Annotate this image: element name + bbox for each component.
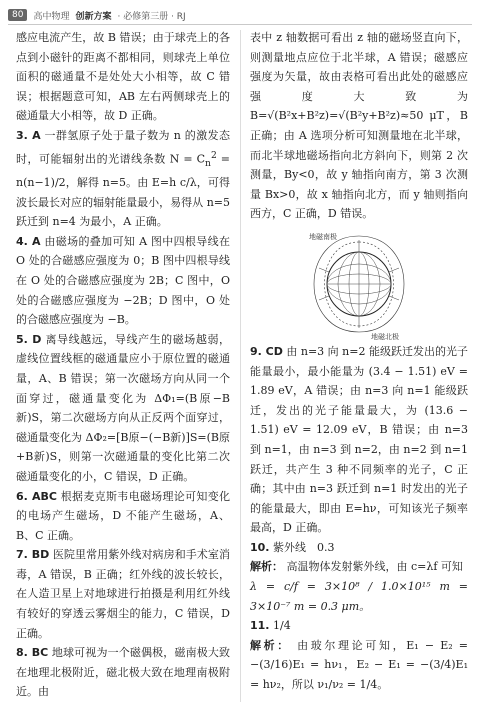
q10-answer — [250, 538, 468, 558]
q8-answer — [16, 643, 230, 702]
q11-expl-text: 由玻尔理论可知，E₁ − E₂ = −(3/16)E₁ = hν₁，E₂ − E₁ = −(3/4)E₁ = hν₂，所以 ν₁/ν₂ = 1/4。 — [250, 638, 468, 692]
q8-number: 8. BC — [16, 646, 49, 660]
q7-answer — [16, 545, 230, 643]
q9-number: 9. CD — [250, 344, 283, 358]
q3-text: 一群氢原子处于量子数为 n 的激发态时，可能辐射出的光谱线条数 N = C — [16, 128, 230, 166]
q11-explanation — [250, 636, 468, 695]
q4-answer — [16, 232, 230, 330]
q5-number: 5. D — [16, 332, 42, 346]
q11-expl-label: 解析： — [250, 638, 291, 652]
q3-answer: 3. A 一群氢原子处于量子数为 n 的激发态时，可能辐射出的光谱线条数 $N = C_n^2 = n(n-1)/2$，解得 n=5。由 E=h c/λ，可得波长最长对应的辐射能量最小，易得从 n=5 跃迁到 n=4 为最小，A 正确。 — [16, 128, 230, 229]
q11-answer-text: 1/4 — [273, 619, 291, 633]
q6-answer — [16, 487, 230, 546]
south-pole-label: 地磁南极 — [309, 232, 337, 241]
q11-number: 11. — [250, 619, 270, 633]
right-column — [250, 28, 468, 695]
q6-text: 根据麦克斯韦电磁场理论可知变化的电场产生磁场，D 不能产生磁场，A、B、C 正确。 — [16, 489, 231, 542]
edition-label: · 必修第三册 · RJ — [117, 11, 186, 22]
page-header — [8, 6, 472, 25]
q5-answer — [16, 330, 230, 487]
q7-number: 7. BD — [16, 548, 50, 562]
q6-number: 6. ABC — [16, 489, 57, 503]
left-column — [16, 28, 230, 702]
running-title: 高中物理 — [33, 11, 70, 22]
q3-text2: = n(n−1)/2，解得 n=5。由 E=h c/λ，可得波长最长对应的辐射能量最小，易得从 n=5 跃迁到 n=4 为最小，A 正确。 — [16, 152, 230, 229]
q4-text: 由磁场的叠加可知 A 图中四根导线在 O 处的合磁感应强度为 0；B 图中四根导线在 O 处的合磁感应强度为 2B；C 图中，O 处的合磁感应强度为 −2B；D 图中，O 处的合磁感应强度为 −B。 — [16, 234, 230, 327]
q11-answer — [250, 616, 468, 636]
q9-answer — [250, 342, 468, 538]
q2-continuation: 感应电流产生，故 B 错误；由于球壳上的各点到小磁针的距离不都相同，则球壳上单位面积的磁通量不是处处大小相等，故 C 错误；根据题意可知，AB 左右两侧球壳上的磁通量大小相等，故 D 正确。 — [16, 31, 230, 123]
q8-continuation: 表中 z 轴数据可看出 z 轴的磁场竖直向下，则测量地点应位于北半球，A 错误；磁感应强度为矢量，故由表格可看出此处的磁感应强度大致为 B=√(B²x+B²z)=√(B²y+B²z)≈50 μT，B 正确；由 A 选项分析可知测量地在北半球，而北半球地磁场指向北方斜向下，则第 2 次测量，By<0，故 y 轴指向南方，第 3 次测量 Bx>0，故 x 轴指向北方，而 y 轴则指向西方，C 正确，D 错误。 — [250, 31, 468, 221]
q10-number: 10. — [250, 540, 270, 554]
column-divider — [240, 30, 241, 702]
q10-answer-text: 紫外线 0.3 — [273, 540, 335, 554]
q10-expl-text: 高温物体发射紫外线，由 c=λf 可知 — [286, 560, 463, 574]
q3-number: 3. A — [16, 128, 41, 142]
q7-text: 医院里常用紫外线对病房和手术室消毒，A 错误，B 正确；红外线的波长较长，在人造卫星上对地球进行拍摄是利用红外线有较好的穿透云雾烟尘的能力，C 错误，D 正确。 — [16, 548, 231, 640]
q5-text: 离导线越远，导线产生的磁场越弱，虚线位置线框的磁通量应小于原位置的磁通量，A、B 错误；第一次磁场方向从同一个面穿过，磁通量变化为 ΔΦ₁=(B原−B新)S，第二次磁场方向从正反两个面穿过，磁通量变化为 ΔΦ₂=[B原−(−B新)]S=(B原+B新)S，则第一次磁通量的变化比第二次磁通量变化的小，C 错误，D 正确。 — [16, 332, 231, 483]
q8-text: 地球可视为一个磁偶极，磁南极大致在地理北极附近，磁北极大致在地理南极附近。由 — [16, 646, 231, 699]
q10-explanation — [250, 557, 468, 577]
north-pole-label: 地磁北极 — [371, 332, 399, 341]
q4-number: 4. A — [16, 234, 41, 248]
page-number: 80 — [8, 9, 27, 21]
q10-formula: λ = c/f = 3×10⁸ / 1.0×10¹⁵ m = 3×10⁻⁷ m = 0.3 μm。 — [250, 580, 468, 613]
q10-expl-label: 解析： — [250, 560, 283, 574]
brand-logo: 创新方案 — [75, 11, 112, 22]
q9-text: 由 n=3 向 n=2 能级跃迁发出的光子能量最小，最小能量为 (3.4 − 1.51) eV = 1.89 eV，A 错误；由 n=3 向 n=1 能级跃迁，发出的光子能量最大，为 (13.6 − 1.51) eV = 12.09 eV，B 错误；由 n=3 到 n=1，由 n=3 到 n=2，由 n=2 到 n=1 跃迁，共产生 3 种不同频率的光子，C 正确；其中由 n=3 跃迁到 n=1 时发出的光子的能量最大，即由 E=hν，可知该光子频率最高，D 正确。 — [250, 344, 468, 535]
earth-magnetic-field-figure — [299, 228, 419, 340]
